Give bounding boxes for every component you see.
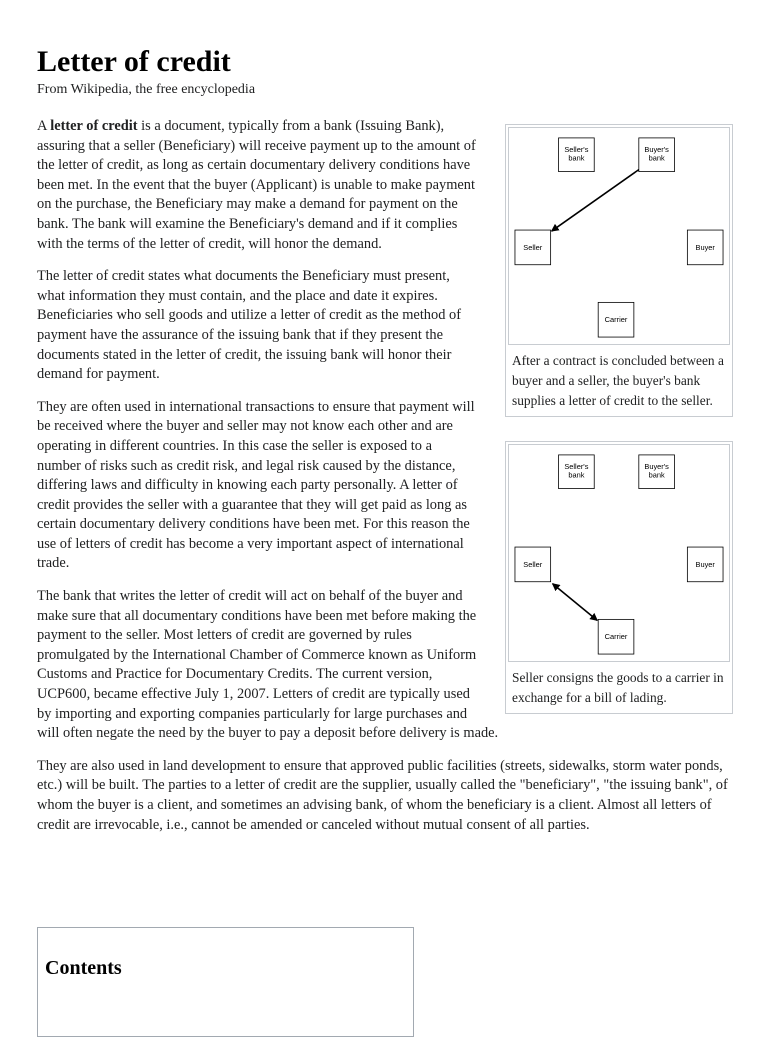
paragraph: The bank that writes the letter of credit will act on behalf of the buyer and make sure that all documentary conditions have been met before making the payment to the seller. Most letters of credit are governed by rules promulgated by the International Chamber of Commerce known as Uniform Customs and Practice for Documentary Credits. The current version, UCP600, became effective July 1, 2007. Letters of credit are typically used by importing and exporting companies particularly for large purchases and will often negate the need by the buyer to pay a deposit before delivery is made. [37, 588, 499, 742]
svg-text:Buyer: Buyer [695, 559, 715, 569]
figure-caption: After a contract is concluded between a buyer and a seller, the buyer's bank supplies a letter of credit to the seller. [512, 353, 724, 408]
bold-term: letter of credit [50, 118, 138, 134]
lead-paragraph: A letter of credit is a document, typically from a bank (Issuing Bank), assuring that a seller (Beneficiary) will receive payment up to the amount of the letter of credit, as long as certain documentary delivery conditions have been met. In the event that the buyer (Applicant) is unable to make payment on the purchase, the Beneficiary may make a demand for payment on the bank. The bank will examine the Beneficiary's demand and if it complies with the terms of the letter of credit, will honor the demand. [37, 118, 476, 252]
svg-text:bank: bank [568, 470, 585, 480]
svg-text:Seller: Seller [523, 242, 543, 252]
node-carrier [598, 619, 634, 654]
diagram-seller-carrier [508, 444, 730, 662]
svg-text:bank: bank [648, 470, 665, 480]
svg-text:Buyer's: Buyer's [644, 461, 669, 471]
page-title: Letter of credit [37, 45, 231, 78]
figure-goods-to-carrier [505, 441, 733, 714]
node-sellers-bank [559, 455, 595, 489]
svg-text:bank: bank [648, 153, 665, 163]
node-seller [515, 547, 551, 582]
table-of-contents [37, 927, 414, 1037]
svg-text:Seller's: Seller's [564, 461, 589, 471]
article-body [37, 117, 733, 848]
diagram-buyer-bank-to-seller [508, 127, 730, 345]
paragraph: They are often used in international transactions to ensure that payment will be received where the buyer and seller may not know each other and are operating in different countries. In this case the seller is exposed to a number of risks such as credit risk, and legal risk caused by the distance, differing laws and difficulty in knowing each party personally. A letter of credit provides the seller with a guarantee that they will get paid as long as certain documentary delivery conditions have been met. For this reason the use of letters of credit has become a very important aspect of international trade. [37, 398, 475, 572]
node-buyer [687, 230, 723, 265]
node-buyers-bank [639, 455, 675, 489]
node-seller [515, 230, 551, 265]
figure-caption: Seller consigns the goods to a carrier in exchange for a bill of lading. [512, 670, 724, 705]
site-tagline: From Wikipedia, the free encyclopedia [37, 82, 256, 97]
node-carrier [598, 302, 634, 337]
node-buyers-bank [639, 138, 675, 172]
toc-title: Contents [45, 957, 122, 979]
arrow-goods-exchange [553, 584, 598, 621]
svg-text:Carrier: Carrier [604, 632, 628, 642]
figure-letter-of-credit-issued [505, 124, 733, 417]
svg-text:Buyer's: Buyer's [644, 144, 669, 154]
svg-text:Buyer: Buyer [695, 242, 715, 252]
svg-text:Seller's: Seller's [564, 144, 589, 154]
node-sellers-bank [559, 138, 595, 172]
svg-text:Carrier: Carrier [604, 315, 628, 325]
svg-text:bank: bank [568, 153, 585, 163]
paragraph: They are also used in land development to ensure that approved public facilities (streets, sidewalks, storm water ponds, etc.) will be built. The parties to a letter of credit are the supplier, usually called the "beneficiary", "the issuing bank", of whom the buyer is a client, and sometimes an advising bank, of whom the beneficiary is a client. Almost all letters of credit are irrevocable, i.e., cannot be amended or canceled without mutual consent of all parties. [37, 757, 728, 833]
svg-text:Seller: Seller [523, 559, 543, 569]
arrow-letter-of-credit [552, 170, 639, 231]
node-buyer [687, 547, 723, 582]
paragraph: The letter of credit states what documents the Beneficiary must present, what information they must contain, and the place and date it expires. Beneficiaries who sell goods and utilize a letter of credit as the method of payment have the assurance of the issuing bank that if they present the documents stated in the letter of credit, the issuing bank will honor their demand for payment. [37, 268, 461, 383]
